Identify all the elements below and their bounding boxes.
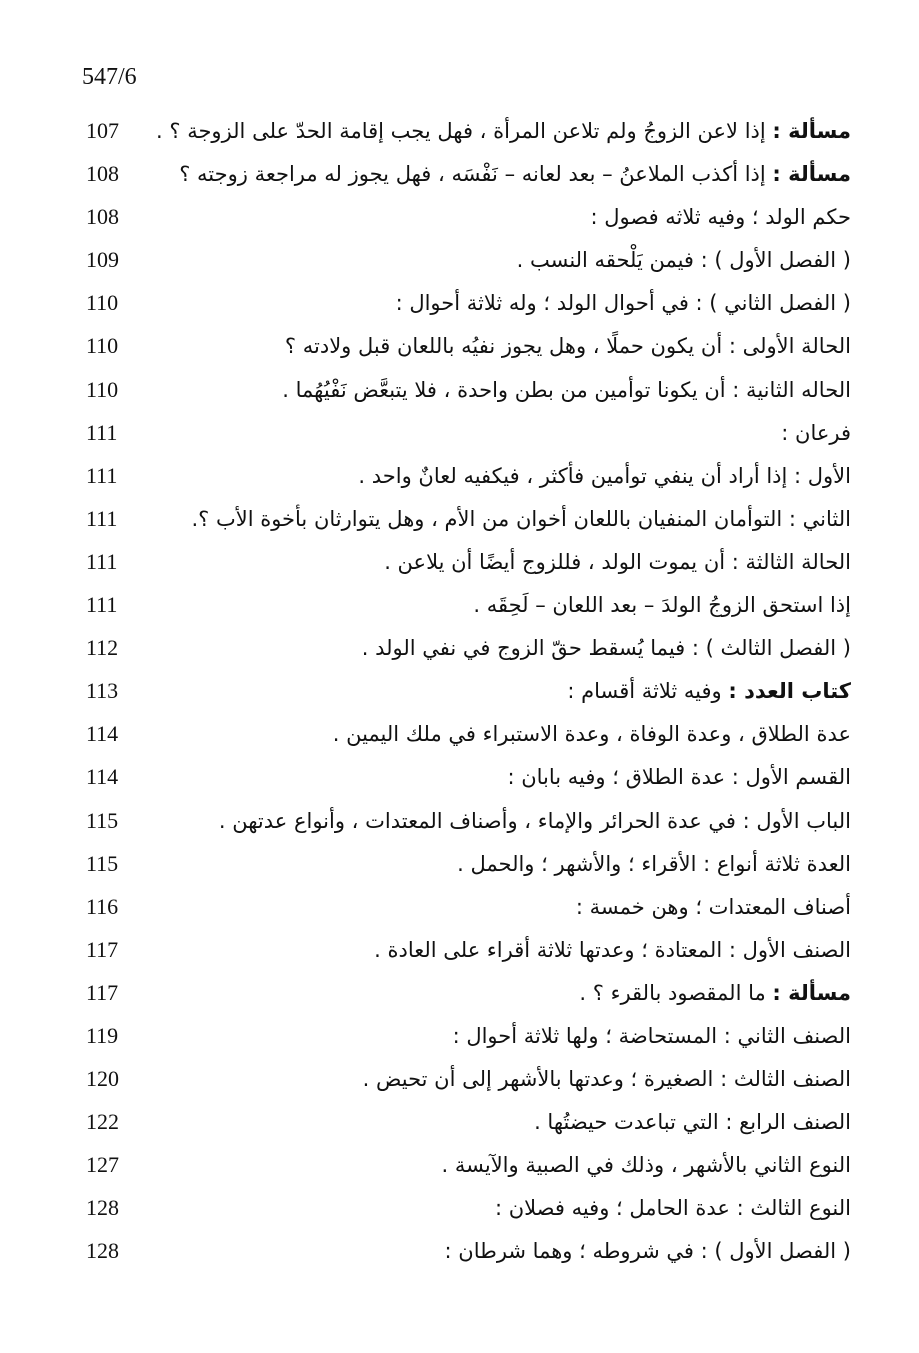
toc-entry-text: وفيه ثلاثة أقسام : (567, 679, 729, 704)
toc-entry-page: 111 (86, 548, 118, 574)
toc-entry (0, 845, 919, 888)
toc-entry-keyword: مسألة : (772, 980, 851, 1005)
toc-entry (0, 1103, 919, 1146)
toc-entry (0, 155, 919, 198)
toc-entry-page: 116 (86, 893, 119, 919)
toc-entry (0, 1146, 919, 1189)
toc-entry (0, 672, 919, 715)
toc-entry-page: 109 (86, 247, 119, 273)
toc-entry-title (579, 978, 851, 1008)
toc-entry-title (191, 504, 851, 534)
toc-entry-page: 110 (86, 376, 119, 402)
toc-entry-text: الصنف الأول : المعتادة ؛ وعدتها ثلاثة أقراء على العادة . (374, 937, 851, 962)
toc-entry-text: الحالة الثالثة : أن يموت الولد ، فللزوج أيضًا أن يلاعن . (384, 549, 851, 574)
toc-entry (0, 888, 919, 931)
toc-entry (0, 758, 919, 801)
toc-entry-title (567, 676, 851, 706)
toc-entry-title (445, 1236, 851, 1266)
toc-entry-page: 108 (86, 161, 119, 187)
toc-entry-text: الصنف الثاني : المستحاضة ؛ ولها ثلاثة أحوال : (452, 1023, 851, 1048)
toc-entry-page: 107 (86, 118, 119, 143)
toc-entry-title (285, 331, 851, 361)
toc-entry-page: 114 (86, 721, 119, 747)
toc-entry-title (362, 633, 851, 663)
toc-entry-title (517, 245, 851, 275)
toc-entry-text: إذا لاعن الزوجُ ولم تلاعن المرأة ، فهل يجب إقامة الحدّ على الزوجة ؟ . (156, 119, 773, 143)
toc-entry-title (576, 892, 851, 922)
toc-entry-title (156, 116, 851, 146)
toc-entry-title (507, 762, 851, 792)
toc-entry-text: الصنف الرابع : التي تباعدت حيضتُها . (534, 1110, 851, 1135)
toc-entry-title (333, 719, 851, 749)
toc-entry-text: ( الفصل الأول ) : فيمن يَلْحقه النسب . (516, 248, 851, 273)
toc-entry-title (363, 1064, 851, 1094)
table-of-contents (0, 112, 919, 1276)
toc-entry-title (219, 806, 851, 836)
toc-entry-title (396, 288, 851, 318)
toc-entry (0, 1189, 919, 1232)
toc-entry-text: الصنف الثالث : الصغيرة ؛ وعدتها بالأشهر إلى أن تحيض . (362, 1067, 851, 1092)
toc-entry-title (457, 849, 851, 879)
toc-entry (0, 974, 919, 1017)
toc-entry-page: 110 (86, 290, 119, 316)
toc-entry-text: ما المقصود بالقرء ؟ . (579, 980, 773, 1005)
toc-entry (0, 1017, 919, 1060)
toc-entry-page: 108 (86, 204, 119, 230)
toc-entry-title (282, 375, 851, 405)
toc-entry-text: القسم الأول : عدة الطلاق ؛ وفيه بابان : (507, 765, 851, 790)
toc-entry-keyword: كتاب العدد : (728, 679, 851, 704)
toc-entry (0, 414, 919, 457)
toc-entry-keyword: مسألة : (772, 162, 851, 187)
toc-entry-title (358, 461, 851, 491)
toc-entry-page: 115 (86, 850, 119, 876)
toc-entry-text: الحالة الأولى : أن يكون حملًا ، وهل يجوز نفيُه باللعان قبل ولادته ؟ (284, 334, 851, 359)
toc-entry-page: 114 (86, 764, 119, 790)
toc-entry-title (453, 1021, 851, 1051)
toc-entry (0, 931, 919, 974)
toc-entry-text: إذا أكذب الملاعنُ – بعد لعانه – نَفْسَه ، فهل يجوز له مراجعة زوجته ؟ (179, 162, 773, 187)
toc-entry-title (374, 935, 851, 965)
toc-entry (0, 1060, 919, 1103)
toc-entry (0, 586, 919, 629)
toc-entry-text: إذا استحق الزوجُ الولدَ – بعد اللعان – لَحِقَه . (473, 593, 851, 618)
toc-entry (0, 327, 919, 370)
toc-entry-text: أصناف المعتدات ؛ وهن خمسة : (575, 894, 851, 919)
toc-entry-text: ( الفصل الأول ) : في شروطه ؛ وهما شرطان : (444, 1239, 851, 1264)
toc-entry-page: 120 (86, 1066, 119, 1092)
toc-entry-text: العدة ثلاثة أنواع : الأقراء ؛ والأشهر ؛ والحمل . (457, 851, 851, 876)
toc-entry-text: فرعان : (781, 420, 851, 445)
toc-entry-text: الأول : إذا أراد أن ينفي توأمين فأكثر ، فيكفيه لعانٌ واحد . (358, 463, 851, 488)
toc-entry-keyword: مسألة : (772, 119, 851, 143)
toc-entry-page: 122 (86, 1109, 119, 1135)
toc-entry-page: 111 (86, 419, 118, 445)
toc-entry-page: 128 (86, 1238, 119, 1264)
toc-entry (0, 198, 919, 241)
toc-entry-text: ( الفصل الثاني ) : في أحوال الولد ؛ وله ثلاثة أحوال : (395, 291, 851, 316)
toc-entry-page: 111 (86, 505, 118, 531)
toc-entry (0, 802, 919, 845)
toc-entry-page: 112 (86, 635, 119, 661)
toc-entry (0, 1232, 919, 1275)
toc-entry-title (473, 590, 851, 620)
toc-entry-page: 113 (86, 678, 119, 704)
toc-entry (0, 457, 919, 500)
toc-entry-page: 110 (86, 333, 119, 359)
toc-entry-page: 117 (86, 936, 119, 962)
toc-entry (0, 284, 919, 327)
toc-entry (0, 715, 919, 758)
toc-entry-text: ( الفصل الثالث ) : فيما يُسقط حقّ الزوج في نفي الولد . (361, 636, 851, 661)
toc-entry-title (781, 418, 851, 448)
toc-entry-page: 111 (86, 462, 118, 488)
toc-entry-page: 111 (86, 592, 118, 618)
toc-entry (0, 543, 919, 586)
toc-entry-text: النوع الثاني بالأشهر ، وذلك في الصبية والآيسة . (441, 1153, 851, 1178)
toc-entry (0, 500, 919, 543)
toc-entry (0, 371, 919, 414)
page-number: 547/6 (82, 64, 137, 90)
toc-entry-title (591, 202, 851, 232)
toc-entry-page: 128 (86, 1195, 119, 1221)
toc-entry-page: 119 (86, 1022, 119, 1048)
toc-entry (0, 112, 919, 155)
toc-entry-text: عدة الطلاق ، وعدة الوفاة ، وعدة الاستبراء في ملك اليمين . (332, 722, 851, 747)
toc-entry-title (495, 1193, 851, 1223)
toc-entry-title (384, 547, 851, 577)
toc-entry-text: حكم الولد ؛ وفيه ثلاثه فصول : (590, 205, 851, 230)
toc-entry-page: 117 (86, 979, 119, 1005)
toc-entry-text: الثاني : التوأمان المنفيان باللعان أخوان من الأم ، وهل يتوارثان بأخوة الأب ؟. (191, 506, 851, 531)
toc-entry-page: 127 (86, 1152, 119, 1178)
toc-entry (0, 241, 919, 284)
toc-entry-text: الحاله الثانية : أن يكونا توأمين من بطن واحدة ، فلا يتبعَّض نَفْيُهُما . (282, 377, 851, 402)
toc-entry-text: النوع الثالث : عدة الحامل ؛ وفيه فصلان : (494, 1196, 851, 1221)
toc-entry (0, 629, 919, 672)
toc-entry-title (442, 1150, 852, 1180)
toc-entry-page: 115 (86, 807, 119, 833)
toc-entry-title (534, 1107, 851, 1137)
toc-entry-title (179, 159, 851, 189)
toc-entry-text: الباب الأول : في عدة الحرائر والإماء ، وأصناف المعتدات ، وأنواع عدتهن . (218, 808, 851, 833)
